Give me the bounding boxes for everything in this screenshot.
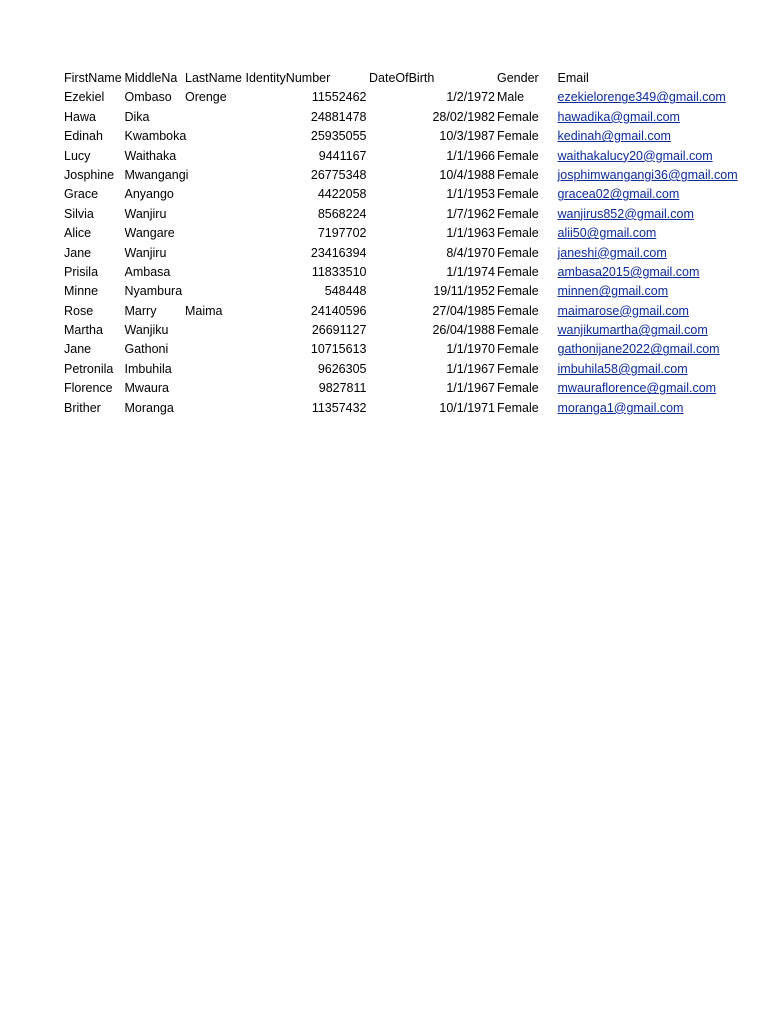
cell-identitynumber[interactable]: 9827811 [318, 381, 367, 396]
cell-identitynumber[interactable]: 9441167 [318, 148, 367, 163]
cell-lastname[interactable] [185, 205, 245, 224]
cell-middlename[interactable]: Kwamboka [124, 129, 187, 144]
cell-lastname[interactable] [185, 147, 245, 166]
cell-firstname[interactable]: Alice [64, 226, 92, 241]
cell-email [557, 263, 700, 282]
cell-firstname[interactable]: Petronila [64, 361, 114, 376]
cell-gender[interactable]: Female [497, 303, 539, 318]
cell-identitynumber[interactable]: 10715613 [310, 342, 367, 357]
cell-middlename[interactable]: Wanjiku [124, 323, 169, 338]
cell-firstname[interactable]: Minne [64, 284, 99, 299]
email-link[interactable]: gathonijane2022@gmail.com [557, 342, 720, 357]
cell-firstname[interactable]: Josphine [64, 167, 115, 182]
cell-dateofbirth[interactable]: 19/11/1952 [433, 284, 495, 299]
cell-dateofbirth[interactable]: 1/1/1967 [446, 361, 495, 376]
cell-dateofbirth[interactable]: 8/4/1970 [446, 245, 495, 260]
cell-firstname[interactable]: Edinah [64, 129, 103, 144]
cell-lastname[interactable] [185, 340, 245, 359]
cell-middlename[interactable]: Gathoni [124, 342, 169, 357]
email-link[interactable]: mwauraflorence@gmail.com [557, 381, 717, 396]
cell-email [558, 108, 692, 127]
cell-firstname[interactable]: Brither [64, 400, 101, 415]
cell-identitynumber[interactable]: 24140596 [310, 303, 367, 318]
cell-lastname[interactable] [185, 108, 245, 127]
cell-identitynumber[interactable]: 7197702 [317, 226, 367, 241]
cell-email [557, 147, 713, 166]
cell-email [558, 282, 692, 301]
email-link[interactable]: kedinah@gmail.com [557, 129, 671, 144]
cell-email [557, 88, 726, 107]
header-identitynumber[interactable]: IdentityNumber [245, 71, 331, 85]
cell-middlename[interactable]: Marry [124, 303, 157, 318]
cell-lastname[interactable]: Maima [185, 303, 223, 318]
email-link[interactable]: waithakalucy20@gmail.com [557, 148, 713, 163]
cell-dateofbirth[interactable]: 10/1/1971 [439, 400, 495, 415]
cell-firstname[interactable]: Prisila [64, 264, 99, 279]
email-link[interactable]: moranga1@gmail.com [557, 400, 684, 415]
cell-firstname[interactable]: Florence [64, 381, 113, 396]
cell-email [557, 379, 717, 398]
email-link[interactable]: ambasa2015@gmail.com [557, 264, 700, 279]
cell-gender[interactable]: Female [497, 109, 539, 124]
cell-email [558, 185, 692, 204]
cell-lastname[interactable] [185, 399, 245, 418]
cell-identitynumber[interactable]: 9626305 [317, 361, 367, 376]
cell-identitynumber[interactable]: 24881478 [310, 109, 367, 124]
cell-email [558, 302, 692, 321]
cell-identitynumber[interactable]: 23416394 [310, 245, 367, 260]
cell-identitynumber[interactable]: 25935055 [310, 129, 367, 144]
cell-gender[interactable]: Female [497, 361, 539, 376]
email-link[interactable]: josphimwangangi36@gmail.com [557, 167, 738, 182]
cell-middlename[interactable]: Ombaso [124, 90, 172, 105]
cell-gender[interactable]: Female [497, 245, 539, 260]
cell-lastname[interactable] [185, 321, 245, 340]
cell-middlename[interactable]: Waithaka [124, 148, 177, 163]
cell-gender[interactable]: Female [497, 342, 539, 357]
cell-dateofbirth[interactable]: 1/2/1972 [446, 90, 495, 105]
header-gender[interactable]: Gender [497, 71, 539, 85]
cell-middlename[interactable]: Nyambura [124, 284, 183, 299]
cell-middlename[interactable]: Wangare [124, 226, 175, 241]
cell-email [558, 244, 692, 263]
cell-email [558, 205, 692, 224]
cell-gender[interactable]: Female [497, 323, 539, 338]
header-firstname[interactable]: FirstName [64, 71, 122, 85]
cell-identitynumber[interactable]: 548448 [324, 284, 367, 299]
cell-middlename[interactable]: Dika [124, 109, 150, 124]
cell-lastname[interactable] [185, 244, 245, 263]
email-link[interactable]: ezekielorenge349@gmail.com [557, 90, 726, 105]
cell-dateofbirth[interactable]: 1/1/1974 [446, 264, 495, 279]
cell-dateofbirth[interactable]: 10/4/1988 [439, 167, 495, 182]
cell-email [558, 127, 692, 146]
email-link[interactable]: maimarose@gmail.com [557, 303, 689, 318]
cell-firstname[interactable]: Lucy [64, 148, 91, 163]
cell-identitynumber[interactable]: 11357432 [311, 400, 367, 415]
cell-email [557, 340, 720, 359]
cell-dateofbirth[interactable]: 1/1/1970 [446, 342, 495, 357]
cell-gender[interactable]: Female [497, 226, 539, 241]
cell-lastname[interactable] [185, 282, 245, 301]
cell-identitynumber[interactable]: 11552462 [311, 90, 367, 105]
cell-middlename[interactable]: Ambasa [124, 264, 171, 279]
email-link[interactable]: alii50@gmail.com [557, 226, 657, 241]
header-email[interactable]: Email [557, 71, 589, 85]
cell-dateofbirth[interactable]: 27/04/1985 [432, 303, 495, 318]
cell-gender[interactable]: Female [497, 148, 539, 163]
cell-lastname[interactable]: Orenge [185, 90, 227, 105]
cell-firstname[interactable]: Grace [64, 187, 99, 202]
cell-lastname[interactable] [185, 224, 245, 243]
cell-email [557, 166, 738, 185]
cell-firstname[interactable]: Silvia [64, 206, 94, 221]
cell-identitynumber[interactable]: 8568224 [317, 206, 367, 221]
cell-middlename[interactable]: Moranga [124, 400, 174, 415]
cell-lastname[interactable] [185, 263, 245, 282]
cell-firstname[interactable]: Ezekiel [64, 90, 105, 105]
cell-email [557, 321, 708, 340]
email-link[interactable]: imbuhila58@gmail.com [557, 361, 688, 376]
email-link[interactable]: wanjikumartha@gmail.com [557, 323, 708, 338]
cell-gender[interactable]: Female [497, 381, 539, 396]
cell-email [558, 399, 692, 418]
cell-dateofbirth[interactable]: 10/3/1987 [439, 129, 495, 144]
cell-gender[interactable]: Female [497, 264, 539, 279]
cell-lastname[interactable] [185, 360, 245, 379]
cell-gender[interactable]: Female [497, 206, 539, 221]
cell-dateofbirth[interactable]: 28/02/1982 [432, 109, 495, 124]
email-link[interactable]: hawadika@gmail.com [557, 109, 680, 124]
email-link[interactable]: janeshi@gmail.com [557, 245, 667, 260]
cell-middlename[interactable]: Mwangangi [124, 167, 189, 182]
cell-identitynumber[interactable]: 26691127 [311, 323, 367, 338]
cell-gender[interactable]: Female [497, 167, 539, 182]
cell-dateofbirth[interactable]: 1/1/1963 [446, 226, 495, 241]
cell-lastname[interactable] [185, 166, 245, 185]
cell-gender[interactable]: Female [497, 187, 539, 202]
cell-dateofbirth[interactable]: 26/04/1988 [432, 323, 495, 338]
cell-firstname[interactable]: Hawa [64, 109, 96, 124]
email-link[interactable]: minnen@gmail.com [557, 284, 669, 299]
cell-email [558, 224, 692, 243]
cell-middlename[interactable]: Wanjiru [124, 245, 167, 260]
cell-dateofbirth[interactable]: 1/1/1967 [446, 381, 495, 396]
cell-email [558, 360, 692, 379]
cell-dateofbirth[interactable]: 1/1/1966 [446, 148, 495, 163]
cell-lastname[interactable] [185, 379, 245, 398]
cell-firstname[interactable]: Martha [64, 323, 103, 338]
cell-firstname[interactable]: Rose [64, 303, 94, 318]
cell-firstname[interactable]: Jane [64, 342, 92, 357]
cell-identitynumber[interactable]: 11833510 [311, 264, 367, 279]
cell-middlename[interactable]: Wanjiru [124, 206, 167, 221]
cell-identitynumber[interactable]: 4422058 [317, 187, 367, 202]
cell-dateofbirth[interactable]: 1/1/1953 [446, 187, 495, 202]
cell-gender[interactable]: Female [497, 129, 539, 144]
email-link[interactable]: wanjirus852@gmail.com [557, 206, 694, 221]
header-lastname[interactable]: LastName [185, 71, 242, 85]
cell-middlename[interactable]: Anyango [124, 187, 174, 202]
cell-middlename[interactable]: Imbuhila [124, 361, 172, 376]
cell-gender[interactable]: Female [497, 284, 539, 299]
cell-identitynumber[interactable]: 26775348 [310, 167, 367, 182]
cell-lastname[interactable] [185, 127, 245, 146]
cell-gender[interactable]: Male [497, 90, 525, 105]
cell-middlename[interactable]: Mwaura [124, 381, 169, 396]
header-middlename[interactable]: MiddleNa [124, 71, 178, 85]
cell-firstname[interactable]: Jane [64, 245, 92, 260]
cell-lastname[interactable] [185, 185, 245, 204]
header-dateofbirth[interactable]: DateOfBirth [369, 71, 435, 85]
cell-dateofbirth[interactable]: 1/7/1962 [446, 206, 495, 221]
email-link[interactable]: gracea02@gmail.com [557, 187, 680, 202]
cell-gender[interactable]: Female [497, 400, 539, 415]
